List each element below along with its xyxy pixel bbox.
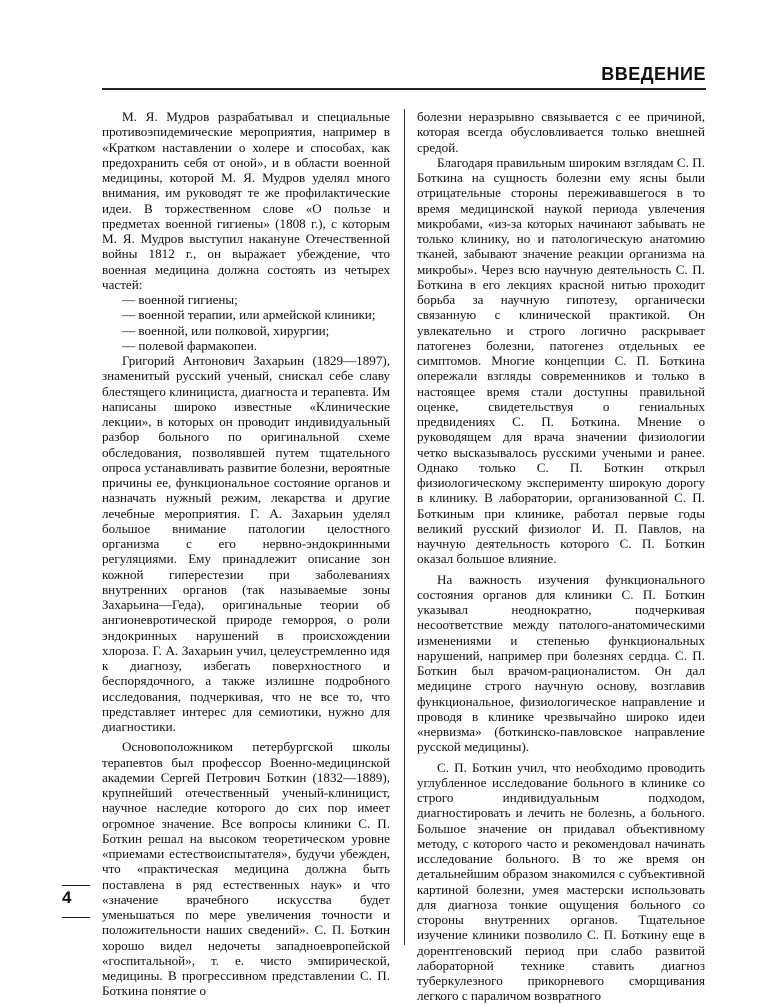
paragraph: Григорий Антонович Захарьин (1829—1897), знаменитый русский ученый, снискал себе славу блестящего клинициста, диагноста и терапевта. Им написаны широко известные «Клинические лекции», в которых он проводит индивидуальный разбор больного по оригинальной схеме обследования, позволявшей путем тщательного опроса устанавливать развитие болезни, вероятные причины ее, функциональное состояние органов и назначать нужный режим, лекарства и другие лечебные мероприятия. Г. А. Захарьин уделял большое внимание патологии целостного организма с его нервно-эндокринными регуляциями. Ему принадлежит описание зон кожной гиперестезии при заболеваниях внутренних органов (так называемые зоны Захарьина—Геда), оригинальные теории об ангионевротической природе геморроя, о роли эндокринных нарушений в происхождении хлороза. Г. А. Захарьин учил, целеустремленно идя к диагнозу, избегать поверхностного и беспорядочного, а также излишне подробного исследования, подчеркивая, что не все то, что представляет интерес для семиотики, нужно для диагностики. [102, 353, 390, 734]
paragraph: На важность изучения функционального состояния органов для клиники С. П. Боткин указывал неоднократно, подчеркивая несоответствие между патолого-анатомическими изменениями и степенью функциональных нарушений, например при болезнях сердца. С. П. Боткин был врачом-рационалистом. Он дал медицине строго научную основу, возглавив функциональное, физиологическое направление и проводя в клинике чрезвычайно широко идеи «нервизма» (боткинско-павловское направление русской медицины). [417, 571, 705, 755]
list-item: — военной, или полковой, хирургии; [122, 322, 330, 338]
list-item: — военной гигиены; [122, 292, 238, 307]
paragraph: М. Я. Мудров разрабатывал и специальные противоэпидемические мероприятия, например в «Кратком наставлении о холере и способах, как предохранить себя от оной», и в области военной медицины, которой М. Я. Мудров уделял много внимания, им руководят те же профилактические идеи. В торжественном слове «О пользе и предметах военной гигиены» (1808 г.), с которым М. Я. Мудров выступил накануне Отечественной войны 1812 г., он выражает убеждение, что военная медицина должна состоять из четырех частей: [102, 109, 390, 292]
section-title: ВВЕДЕНИЕ [601, 64, 706, 84]
paragraph: Благодаря правильным широким взглядам С. П. Боткина на сущность болезни ему ясны были отрицательные стороны переживавшегося в то время медицинской наукой периода увлечения микробами, «из-за которых начинают забывать не только клинику, но и патологическую анатомию тканей, забывают значение реакции организма на микробы». Через всю научную деятельность С. П. Боткина в его лекциях красной нитью проходит борьба за научную гипотезу, органически связанную с клинической практикой. Он увлекательно и строго логично раскрывает патогенез болезни, патогенез отдельных ее симптомов. Многие концепции С. П. Боткина опережали взгляды современников и только в настоящее время стали доступны правильной оценке, свидетельствуя о гениальных предвидениях С. П. Боткина. Мнение о руководящем для врача значении физиологии четко высказывалось русскими учеными и ранее. Однако только С. П. Боткин открыл физиологическому эксперименту широкую дорогу в клинику. В лаборатории, организованной С. П. Боткиным при клинике, работал первые годы великий русский физиолог И. П. Павлов, на научную деятельность которого С. П. Боткин оказал большое влияние. [417, 154, 705, 567]
paragraph: болезни неразрывно связывается с ее причиной, которая всегда обусловливается только внешней средой. [417, 109, 705, 155]
header-rule [102, 88, 706, 90]
right-column [417, 109, 705, 1004]
page-number: 4 [62, 888, 72, 907]
list [102, 292, 390, 353]
paragraph: С. П. Боткин учил, что необходимо проводить углубленное исследование больного в клинике со строго индивидуальным подходом, диагностировать и лечить не болезнь, а больного. Большое значение он придавал объективному методу, с которого часто и рекомендовал начинать исследование больного. В то же время он детальнейшим образом знакомился с субъективной картиной болезни, умея мастерски использовать для диагноза тонкие ощущения больного со стороны внутренних органов. Тщательное изучение клиники позволило С. П. Боткину еще в дорентгеновский период при слабо развитой лабораторной технике ставить диагноз туберкулезного прикорневого сморщивания легкого с параличом возвратного [417, 759, 705, 1004]
running-header [102, 62, 706, 90]
column-divider [404, 109, 405, 945]
paragraph: Основоположником петербургской школы терапевтов был профессор Военно-медицинской академии Сергей Петрович Боткин (1832—1889), крупнейший отечественный ученый-клиницист, научное наследие которого до сих пор имеет огромное значение. Все вопросы клиники С. П. Боткин решал на высоком теоретическом уровне «приемами естествоиспытателя», будучи убежден, что «практическая медицина должна быть поставлена в ряд естественных наук» и что «значение врачебного искусства будет уменьшаться по мере увеличения точности и положительности наших сведений». С. П. Боткин хорошо видел недочеты западноевропейской «госпитальной», т. е. чисто эмпирической, медицины. В прогрессивном представлении С. П. Боткина понятие о [102, 739, 390, 999]
page-number-rule [62, 885, 90, 886]
list-item: — полевой фармакопеи. [122, 337, 258, 353]
left-column [102, 109, 390, 999]
list-item: — военной терапии, или армейской клиники; [122, 307, 376, 323]
page-number-rule [62, 917, 90, 918]
